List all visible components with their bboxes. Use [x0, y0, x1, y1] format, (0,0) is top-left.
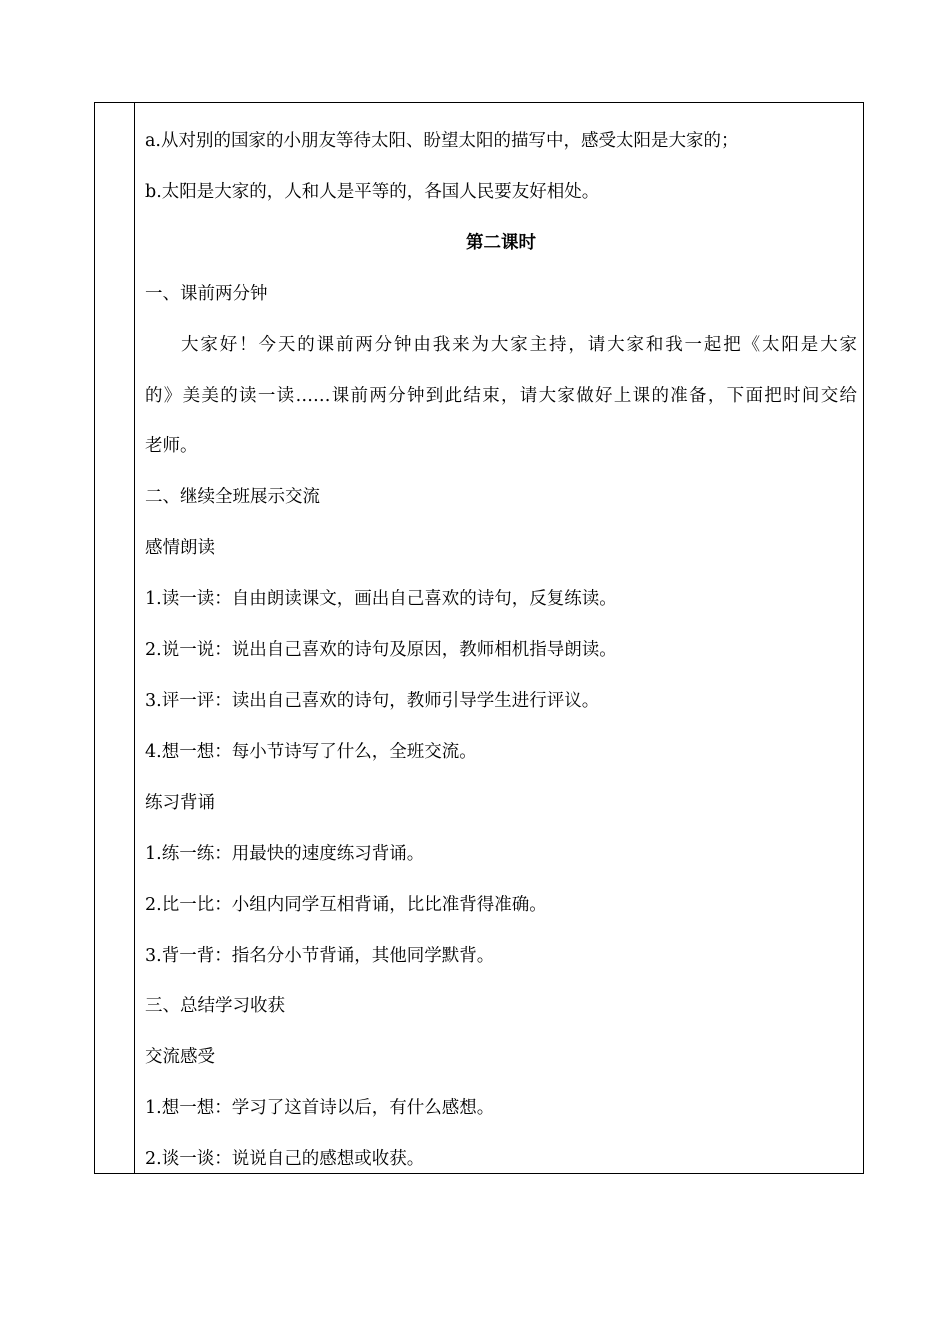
goal-a-text: a.从对别的国家的小朋友等待太阳、盼望太阳的描写中，感受太阳是大家的；: [145, 131, 739, 151]
paragraph-line-3: 老师。: [145, 436, 198, 456]
list-item: 2.谈一谈：说说自己的感想或收获。: [145, 1149, 425, 1169]
list-item: 1.练一练：用最快的速度练习背诵。: [145, 844, 425, 864]
lesson-plan-table: [94, 102, 864, 1174]
subheading-recite: 练习背诵: [145, 793, 215, 813]
list-item: 2.比一比：小组内同学互相背诵，比比准背得准确。: [145, 895, 547, 915]
table-left-column: [95, 103, 135, 1173]
subheading-reading: 感情朗读: [145, 538, 215, 558]
list-item: 1.读一读：自由朗读课文，画出自己喜欢的诗句，反复练读。: [145, 589, 617, 609]
list-item: 3.背一背：指名分小节背诵，其他同学默背。: [145, 946, 495, 966]
goal-b-text: b.太阳是大家的，人和人是平等的，各国人民要友好相处。: [145, 182, 600, 202]
table-content-cell: [135, 103, 863, 1173]
section-heading: 第二课时: [466, 233, 536, 253]
list-item: 1.想一想：学习了这首诗以后，有什么感想。: [145, 1098, 495, 1118]
subheading-share: 交流感受: [145, 1047, 215, 1067]
list-item: 4.想一想：每小节诗写了什么，全班交流。: [145, 742, 477, 762]
list-item: 2.说一说：说出自己喜欢的诗句及原因，教师相机指导朗读。: [145, 640, 617, 660]
paragraph-line-2: 的》美美的读一读……课前两分钟到此结束，请大家做好上课的准备，下面把时间交给: [145, 386, 857, 406]
paragraph-line-1: 大家好！今天的课前两分钟由我来为大家主持，请大家和我一起把《太阳是大家: [181, 335, 857, 355]
step-two-heading: 二、继续全班展示交流: [145, 487, 320, 507]
step-three-heading: 三、总结学习收获: [145, 996, 285, 1016]
step-one-heading: 一、课前两分钟: [145, 284, 268, 304]
list-item: 3.评一评：读出自己喜欢的诗句，教师引导学生进行评议。: [145, 691, 600, 711]
